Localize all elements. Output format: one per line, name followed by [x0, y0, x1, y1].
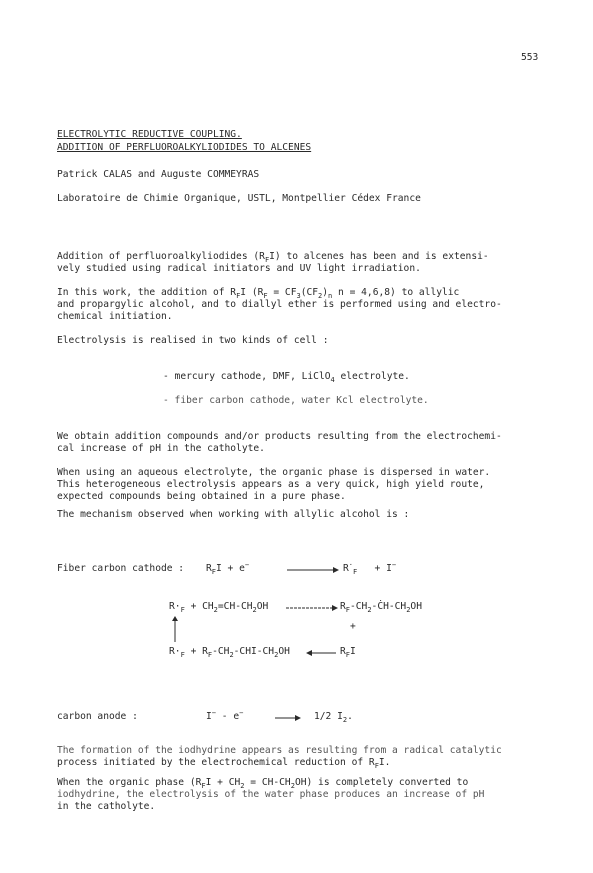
p2-line-1: In this work, the addition of $R_FI$ ($R_F = CF_3(CF_2)_n$ n = 4,6,8) to allylic — [57, 287, 460, 300]
p2-line-3: chemical initiation. — [57, 311, 173, 322]
title-line-2: ADDITION OF PERFLUOROALKYLIODIDES TO ALCENES — [57, 142, 312, 153]
iodine-transfer-products: $R\cdot_F + R_F-CH_2-CHI-CH_2OH$ — [169, 646, 290, 659]
cathode-reaction-products: $R^\cdot_F$ + I− — [343, 561, 397, 576]
p2-line-2: and propargylic alcohol, and to diallyl ether is performed using and electro- — [57, 299, 502, 310]
radical-addition-product: $R_F-CH_2-ĊH-CH_2OH$ — [340, 601, 422, 614]
authors: Patrick CALAS and Auguste COMMEYRAS — [57, 169, 260, 180]
reaction-arrow-3 — [306, 648, 336, 658]
p5-line-1: When using an aqueous electrolyte, the organic phase is dispersed in water. — [57, 467, 491, 478]
p8-line-3: in the catholyte. — [57, 801, 156, 812]
cycle-up-arrow — [171, 616, 179, 642]
page-number: 553 — [521, 52, 539, 63]
p5-line-3: expected compounds being obtained in a pure phase. — [57, 491, 346, 502]
reaction-arrow-1 — [287, 565, 339, 575]
title-line-1: ELECTROLYTIC REDUCTIVE COUPLING. — [57, 129, 242, 140]
p4-line-2: cal increase of pH in the catholyte. — [57, 443, 265, 454]
cell-item-1: - mercury cathode, DMF, LiClO$_4$ electrolyte. — [163, 371, 410, 384]
perfluoroalkyl-iodide: $R_FI$ — [340, 646, 356, 659]
paragraph-3: Electrolysis is realised in two kinds of cell : — [57, 335, 329, 346]
cathode-label: Fiber carbon cathode : — [57, 563, 185, 574]
paragraph-6: The mechanism observed when working with allylic alcohol is : — [57, 509, 410, 520]
plus-sign: + — [350, 621, 356, 632]
anode-label: carbon anode : — [57, 711, 138, 722]
p5-line-2: This heterogeneous electrolysis appears as a very quick, high yield route, — [57, 479, 485, 490]
affiliation: Laboratoire de Chimie Organique, USTL, Montpellier Cédex France — [57, 193, 421, 204]
p8-line-2: iodhydrine, the electrolysis of the water phase produces an increase of pH — [57, 789, 485, 800]
p8-line-1: When the organic phase $(R_FI + CH_2 = CH-CH_2OH)$ is completely converted to — [57, 777, 469, 790]
cathode-reaction-reactants: $R_FI + e^-$ — [206, 561, 250, 576]
p1-line-1: Addition of perfluoroalkyliodides $(R_FI)$ to alcenes has been and is extensi- — [57, 251, 489, 264]
radical-addition-reactants: $R\cdot_F + CH_2=CH-CH_2OH$ — [169, 601, 269, 614]
anode-reaction-reactants: I− - e− — [206, 709, 244, 722]
p4-line-1: We obtain addition compounds and/or products resulting from the electrochemi- — [57, 431, 502, 442]
reaction-arrow-4 — [275, 713, 301, 723]
reaction-arrow-2 — [286, 603, 338, 613]
p7-line-1: The formation of the iodhydrine appears as resulting from a radical catalytic — [57, 745, 502, 756]
p1-line-2: vely studied using radical initiators and UV light irradiation. — [57, 263, 421, 274]
p7-line-2: process initiated by the electrochemical reduction of $R_FI$. — [57, 757, 391, 770]
anode-reaction-product: 1/2 $I_2$. — [314, 711, 353, 724]
cell-item-2: - fiber carbon cathode, water Kcl electrolyte. — [163, 395, 429, 406]
